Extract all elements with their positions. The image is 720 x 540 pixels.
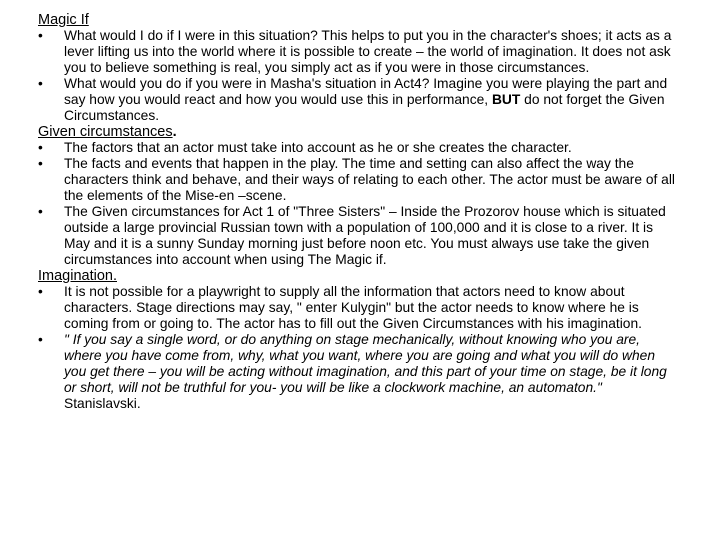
list-item: • What would you do if you were in Masha's situation in Act4? Imagine you were playing the part and say how you would react and how you would use this in performance, BUT do not forget the Given Circumstances. <box>38 76 668 123</box>
bullet-icon: • <box>38 284 43 299</box>
bullet-icon: • <box>38 140 43 155</box>
list-item: • It is not possible for a playwright to supply all the information that actors need to know about characters. Stage directions may say, " enter Kulygin" but the actor needs to know where he is coming from or going to. The actor has to fill out the Given Circumstances with his imagination. <box>38 284 642 331</box>
magic-if-list <box>38 28 678 124</box>
quote-attribution: Stanislavski. <box>64 396 141 411</box>
bullet-icon: • <box>38 156 43 171</box>
bullet-icon: • <box>38 76 43 91</box>
emphasis-but: BUT <box>491 92 521 107</box>
slide-content <box>38 12 678 412</box>
imagination-list <box>38 284 678 412</box>
list-item: • The factors that an actor must take into account as he or she creates the character. <box>38 140 572 155</box>
heading-imagination: Imagination. <box>38 268 117 284</box>
list-item: • The Given circumstances for Act 1 of "Three Sisters" – Inside the Prozorov house which is situated outside a large provincial Russian town with a population of 100,000 and it is close to a river. It is May and it is a sunny Sunday morning just before noon etc. You must always use take the given circumstances into account when using The Magic if. <box>38 204 666 267</box>
stanislavski-quote: " If you say a single word, or do anything on stage mechanically, without knowing who you are, where you have come from, why, what you want, where you are going and what you will do when you get there – you will be acting without imagination, and this part of your time on stage, be it long or short, will not be truthful for you- you will be like a clockwork machine, an automaton." <box>64 332 667 395</box>
heading-magic-if: Magic If <box>38 12 89 28</box>
list-item: • The facts and events that happen in the play. The time and setting can also affect the way the characters think and behave, and their ways of relating to each other. The actor must be aware of all the elements of the Mise-en –scene. <box>38 156 675 203</box>
heading-given-circumstances: Given circumstances. <box>38 124 177 140</box>
bullet-icon: • <box>38 28 43 43</box>
bullet-icon: • <box>38 332 43 347</box>
bullet-icon: • <box>38 204 43 219</box>
given-circumstances-list <box>38 140 678 268</box>
list-item <box>38 332 678 412</box>
list-item: • What would I do if I were in this situation? This helps to put you in the character's shoes; it acts as a lever lifting us into the world where it is possible to create – the world of imagination. It does not ask you to believe something is real, you simply act as if you were in those circumstances. <box>38 28 672 75</box>
